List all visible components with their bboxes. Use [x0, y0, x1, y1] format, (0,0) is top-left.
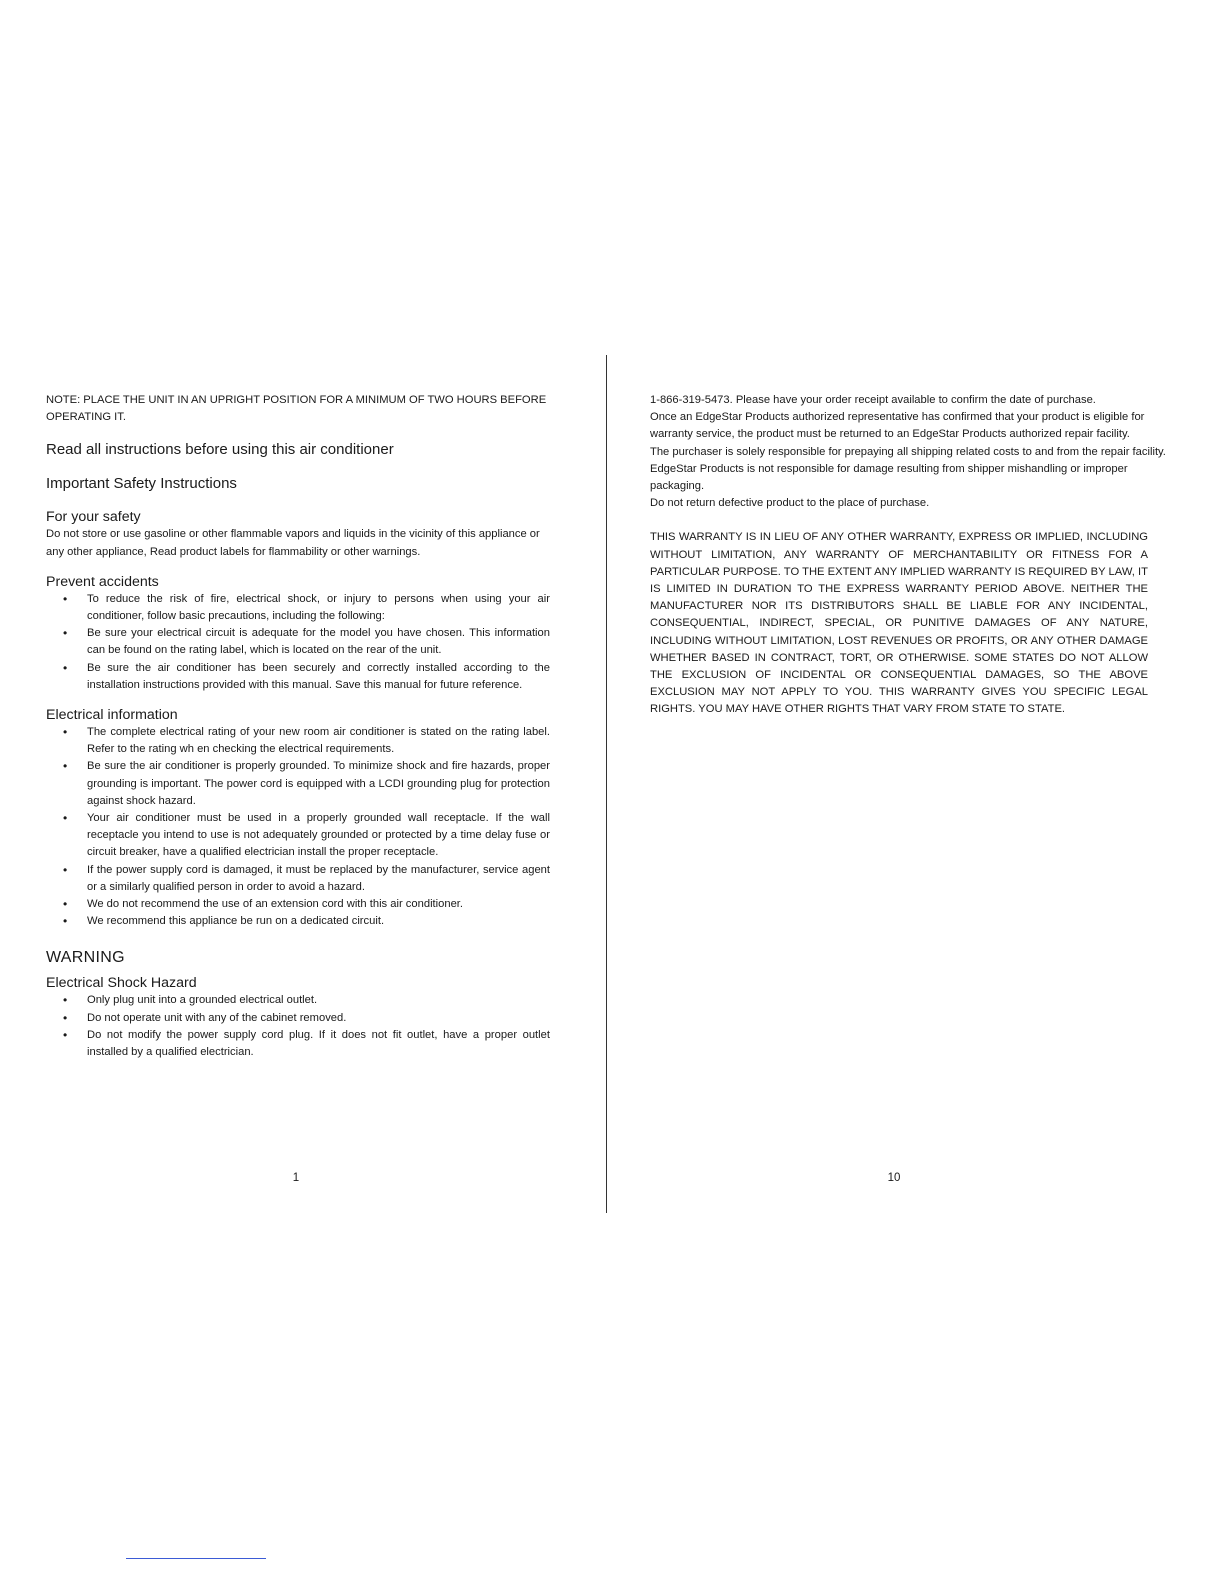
list-item: • If the power supply cord is damaged, it must be replaced by the manufacturer, service agent or a similarly qualified person in order to avoid a hazard.	[46, 862, 550, 896]
shipper-damage-paragraph: EdgeStar Products is not responsible for damage resulting from shipper mishandling or improper packaging.	[650, 462, 1128, 493]
prevent-accidents-list	[46, 591, 550, 694]
page-divider	[606, 355, 607, 1213]
list-item: • The complete electrical rating of your new room air conditioner is stated on the rating label. Refer to the rating wh en checking the electrical requirements.	[46, 724, 550, 758]
bottom-link-line	[126, 1558, 266, 1559]
your-safety-heading: For your safety	[46, 509, 141, 526]
prevent-accidents-heading: Prevent accidents	[46, 573, 159, 590]
list-item: • Be sure the air conditioner is properly grounded. To minimize shock and fire hazards, proper grounding is important. The power cord is equipped with a LCDI grounding plug for protection against shock hazard.	[46, 758, 550, 810]
shock-hazard-heading: Electrical Shock Hazard	[46, 975, 197, 992]
list-item: • Be sure the air conditioner has been securely and correctly installed according to the installation instructions provided with this manual. Save this manual for future reference.	[46, 660, 550, 694]
page-number-right: 10	[887, 1172, 901, 1184]
electrical-info-list	[46, 724, 550, 930]
list-item: • Only plug unit into a grounded electrical outlet.	[46, 992, 550, 1009]
list-item: • To reduce the risk of fire, electrical shock, or injury to persons when using your air conditioner, follow basic precautions, including the following:	[46, 591, 550, 625]
electrical-info-heading: Electrical information	[46, 707, 178, 724]
shock-hazard-list	[46, 992, 550, 1061]
left-page	[46, 392, 550, 1061]
warranty-eligibility-paragraph: Once an EdgeStar Products authorized representative has confirmed that your product is eligible for warranty service, the product must be returned to an EdgeStar Products authorized repair facility.	[650, 411, 1145, 441]
list-item: • Your air conditioner must be used in a properly grounded wall receptacle. If the wall receptacle you intend to use is not adequately grounded or protected by a time delay fuse or circuit breaker, have a qualified electrician install the proper receptacle.	[46, 810, 550, 862]
shipping-costs-paragraph: The purchaser is solely responsible for prepaying all shipping related costs to and from the repair facility.	[650, 445, 1166, 458]
warning-heading: WARNING	[46, 949, 125, 967]
return-notice-paragraph: Do not return defective product to the place of purchase.	[650, 497, 930, 510]
list-item: • We recommend this appliance be run on a dedicated circuit.	[46, 913, 550, 930]
list-item: • We do not recommend the use of an extension cord with this air conditioner.	[46, 896, 550, 913]
list-item: • Be sure your electrical circuit is adequate for the model you have chosen. This information can be found on the rating label, which is located on the rear of the unit.	[46, 625, 550, 659]
read-all-heading: Read all instructions before using this air conditioner	[46, 441, 394, 459]
your-safety-text: Do not store or use gasoline or other flammable vapors and liquids in the vicinity of this appliance or any other appliance, Read product labels for flammability or other warnings.	[46, 528, 540, 558]
upright-note: NOTE: PLACE THE UNIT IN AN UPRIGHT POSITION FOR A MINIMUM OF TWO HOURS BEFORE OPERATING IT.	[46, 394, 547, 424]
page-number-left: 1	[292, 1172, 300, 1184]
warranty-phone-paragraph: 1-866-319-5473. Please have your order receipt available to confirm the date of purchase.	[650, 394, 1096, 406]
list-item: • Do not modify the power supply cord plug. If it does not fit outlet, have a proper outlet installed by a qualified electrician.	[46, 1027, 550, 1061]
warranty-disclaimer: THIS WARRANTY IS IN LIEU OF ANY OTHER WARRANTY, EXPRESS OR IMPLIED, INCLUDING WITHOUT LIMITATION, ANY WARRANTY OF MERCHANTABILITY OR FITNESS FOR A PARTICULAR PURPOSE. TO THE EXTENT ANY IMPLIED WARRANTY IS REQUIRED BY LAW, IT IS LIMITED IN DURATION TO THE EXPRESS WARRANTY PERIOD ABOVE. NEITHER THE MANUFACTURER NOR ITS DISTRIBUTORS SHALL BE LIABLE FOR ANY INCIDENTAL, CONSEQUENTIAL, INDIRECT, SPECIAL, OR PUNITIVE DAMAGES OF ANY NATURE, INCLUDING WITHOUT LIMITATION, LOST REVENUES OR PROFITS, OR ANY OTHER DAMAGE WHETHER BASED IN CONTRACT, TORT, OR OTHERWISE. SOME STATES DO NOT ALLOW THE EXCLUSION OF INCIDENTAL OR CONSEQUENTIAL DAMAGES, SO THE ABOVE EXCLUSION MAY NOT APPLY TO YOU. THIS WARRANTY GIVES YOU SPECIFIC LEGAL RIGHTS. YOU MAY HAVE OTHER RIGHTS THAT VARY FROM STATE TO STATE.	[650, 531, 1148, 716]
list-item: • Do not operate unit with any of the cabinet removed.	[46, 1010, 550, 1027]
right-page	[650, 392, 1182, 719]
important-safety-heading: Important Safety Instructions	[46, 475, 237, 493]
